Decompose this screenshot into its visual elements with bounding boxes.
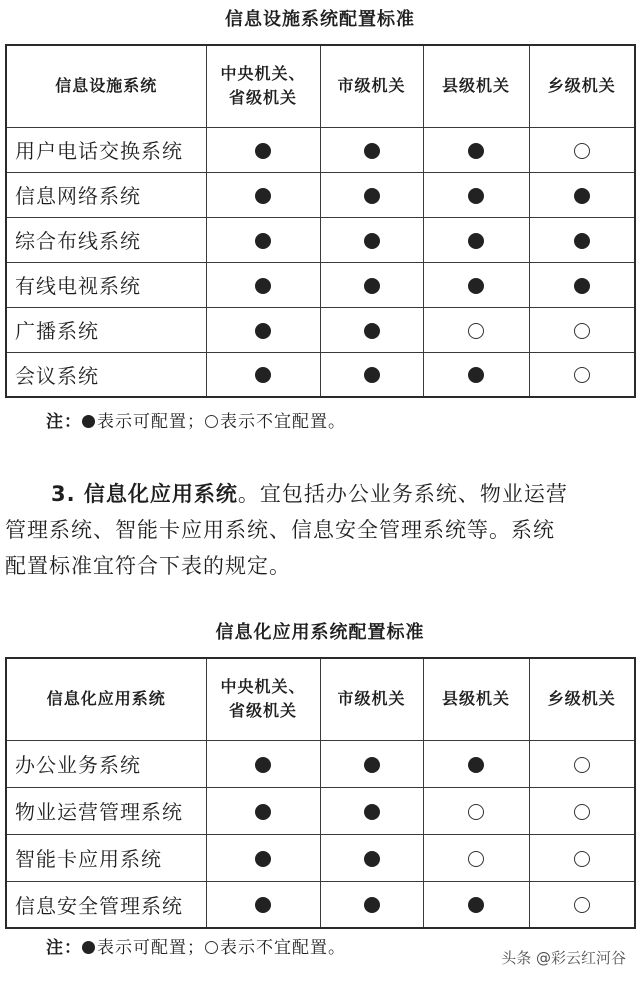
filled-circle-icon: [364, 143, 380, 159]
table2-header-township: 乡级机关: [529, 658, 635, 740]
empty-circle-icon: [574, 367, 590, 383]
filled-circle-icon: [255, 804, 271, 820]
config-cell: [206, 881, 320, 928]
empty-circle-icon: [574, 804, 590, 820]
filled-circle-icon: [364, 757, 380, 773]
config-cell: [206, 834, 320, 881]
filled-circle-icon: [255, 897, 271, 913]
empty-circle-icon: [468, 804, 484, 820]
table-row: [6, 262, 635, 307]
empty-circle-icon: [574, 897, 590, 913]
config-cell: [206, 262, 320, 307]
config-cell: [320, 217, 423, 262]
table-row: [6, 740, 635, 787]
empty-circle-icon: [574, 757, 590, 773]
config-cell: [423, 127, 529, 172]
empty-circle-icon: [574, 143, 590, 159]
table1-caption: 信息设施系统配置标准: [225, 9, 415, 30]
config-cell: [320, 307, 423, 352]
config-cell: [423, 787, 529, 834]
table-row: [6, 834, 635, 881]
config-cell: [320, 834, 423, 881]
config-cell: [320, 881, 423, 928]
table2-header-central: 中央机关、 省级机关: [206, 658, 320, 740]
config-cell: [529, 307, 635, 352]
row-system-name: 信息安全管理系统: [6, 881, 206, 928]
table-row: [6, 172, 635, 217]
table1-header-city: 市级机关: [320, 45, 423, 127]
config-cell: [206, 172, 320, 217]
filled-circle-icon: [255, 851, 271, 867]
config-cell: [423, 262, 529, 307]
config-cell: [529, 352, 635, 397]
filled-circle-icon: [255, 323, 271, 339]
filled-circle-icon: [574, 188, 590, 204]
filled-circle-icon: [364, 233, 380, 249]
filled-circle-icon: [364, 851, 380, 867]
filled-circle-icon: [82, 415, 95, 428]
empty-circle-icon: [574, 851, 590, 867]
filled-circle-icon: [468, 233, 484, 249]
row-system-name: 办公业务系统: [6, 740, 206, 787]
table2-note: [46, 936, 346, 960]
table2-header-county: 县级机关: [423, 658, 529, 740]
body-paragraph: [5, 476, 635, 584]
table-row: [6, 787, 635, 834]
empty-circle-icon: [205, 415, 218, 428]
config-cell: [529, 127, 635, 172]
filled-circle-icon: [255, 233, 271, 249]
filled-circle-icon: [574, 278, 590, 294]
config-cell: [423, 881, 529, 928]
config-cell: [320, 262, 423, 307]
table1-header-central: 中央机关、 省级机关: [206, 45, 320, 127]
config-cell: [206, 352, 320, 397]
config-cell: [529, 834, 635, 881]
row-system-name: 广播系统: [6, 307, 206, 352]
row-system-name: 智能卡应用系统: [6, 834, 206, 881]
table-row: [6, 307, 635, 352]
config-cell: [423, 740, 529, 787]
empty-circle-icon: [574, 323, 590, 339]
table-row: [6, 127, 635, 172]
section-heading: 3. 信息化应用系统: [51, 482, 238, 506]
table1-header-row: [6, 45, 635, 127]
row-system-name: 信息网络系统: [6, 172, 206, 217]
note-empty-text: 表示不宜配置。: [220, 938, 346, 958]
table1-note: [46, 410, 346, 434]
table1-header-county: 县级机关: [423, 45, 529, 127]
table1: [5, 44, 636, 398]
note-empty-text: 表示不宜配置。: [220, 412, 346, 432]
config-cell: [206, 307, 320, 352]
config-cell: [529, 217, 635, 262]
filled-circle-icon: [364, 804, 380, 820]
watermark: 头条 @彩云红河谷: [501, 949, 626, 967]
table-row: [6, 352, 635, 397]
note-prefix: 注：: [46, 938, 82, 958]
config-cell: [529, 172, 635, 217]
table-row: [6, 881, 635, 928]
config-cell: [423, 217, 529, 262]
config-cell: [206, 740, 320, 787]
config-cell: [529, 881, 635, 928]
filled-circle-icon: [82, 941, 95, 954]
table1-header-township: 乡级机关: [529, 45, 635, 127]
table2-header-system: 信息化应用系统: [6, 658, 206, 740]
filled-circle-icon: [468, 278, 484, 294]
row-system-name: 会议系统: [6, 352, 206, 397]
table2: [5, 657, 636, 929]
empty-circle-icon: [468, 323, 484, 339]
paragraph-line1: 。宜包括办公业务系统、物业运营: [237, 482, 568, 506]
config-cell: [320, 127, 423, 172]
filled-circle-icon: [255, 278, 271, 294]
filled-circle-icon: [364, 367, 380, 383]
table1-header-system: 信息设施系统: [6, 45, 206, 127]
config-cell: [423, 172, 529, 217]
config-cell: [206, 127, 320, 172]
filled-circle-icon: [364, 323, 380, 339]
note-filled-text: 表示可配置；: [97, 938, 205, 958]
filled-circle-icon: [468, 757, 484, 773]
filled-circle-icon: [255, 143, 271, 159]
paragraph-line2: 管理系统、智能卡应用系统、信息安全管理系统等。系统: [5, 518, 555, 542]
row-system-name: 物业运营管理系统: [6, 787, 206, 834]
empty-circle-icon: [468, 851, 484, 867]
config-cell: [529, 740, 635, 787]
filled-circle-icon: [255, 188, 271, 204]
filled-circle-icon: [255, 757, 271, 773]
config-cell: [320, 787, 423, 834]
config-cell: [529, 787, 635, 834]
row-system-name: 有线电视系统: [6, 262, 206, 307]
table2-header-city: 市级机关: [320, 658, 423, 740]
filled-circle-icon: [468, 897, 484, 913]
note-prefix: 注：: [46, 412, 82, 432]
row-system-name: 用户电话交换系统: [6, 127, 206, 172]
filled-circle-icon: [574, 233, 590, 249]
config-cell: [320, 740, 423, 787]
config-cell: [320, 172, 423, 217]
config-cell: [206, 787, 320, 834]
filled-circle-icon: [468, 143, 484, 159]
table2-caption: 信息化应用系统配置标准: [215, 622, 425, 643]
filled-circle-icon: [255, 367, 271, 383]
config-cell: [320, 352, 423, 397]
config-cell: [423, 307, 529, 352]
config-cell: [529, 262, 635, 307]
filled-circle-icon: [364, 897, 380, 913]
filled-circle-icon: [364, 188, 380, 204]
empty-circle-icon: [205, 941, 218, 954]
filled-circle-icon: [364, 278, 380, 294]
table2-header-row: [6, 658, 635, 740]
config-cell: [423, 352, 529, 397]
row-system-name: 综合布线系统: [6, 217, 206, 262]
config-cell: [206, 217, 320, 262]
paragraph-line3: 配置标准宜符合下表的规定。: [5, 554, 291, 578]
note-filled-text: 表示可配置；: [97, 412, 205, 432]
filled-circle-icon: [468, 367, 484, 383]
filled-circle-icon: [468, 188, 484, 204]
table-row: [6, 217, 635, 262]
config-cell: [423, 834, 529, 881]
